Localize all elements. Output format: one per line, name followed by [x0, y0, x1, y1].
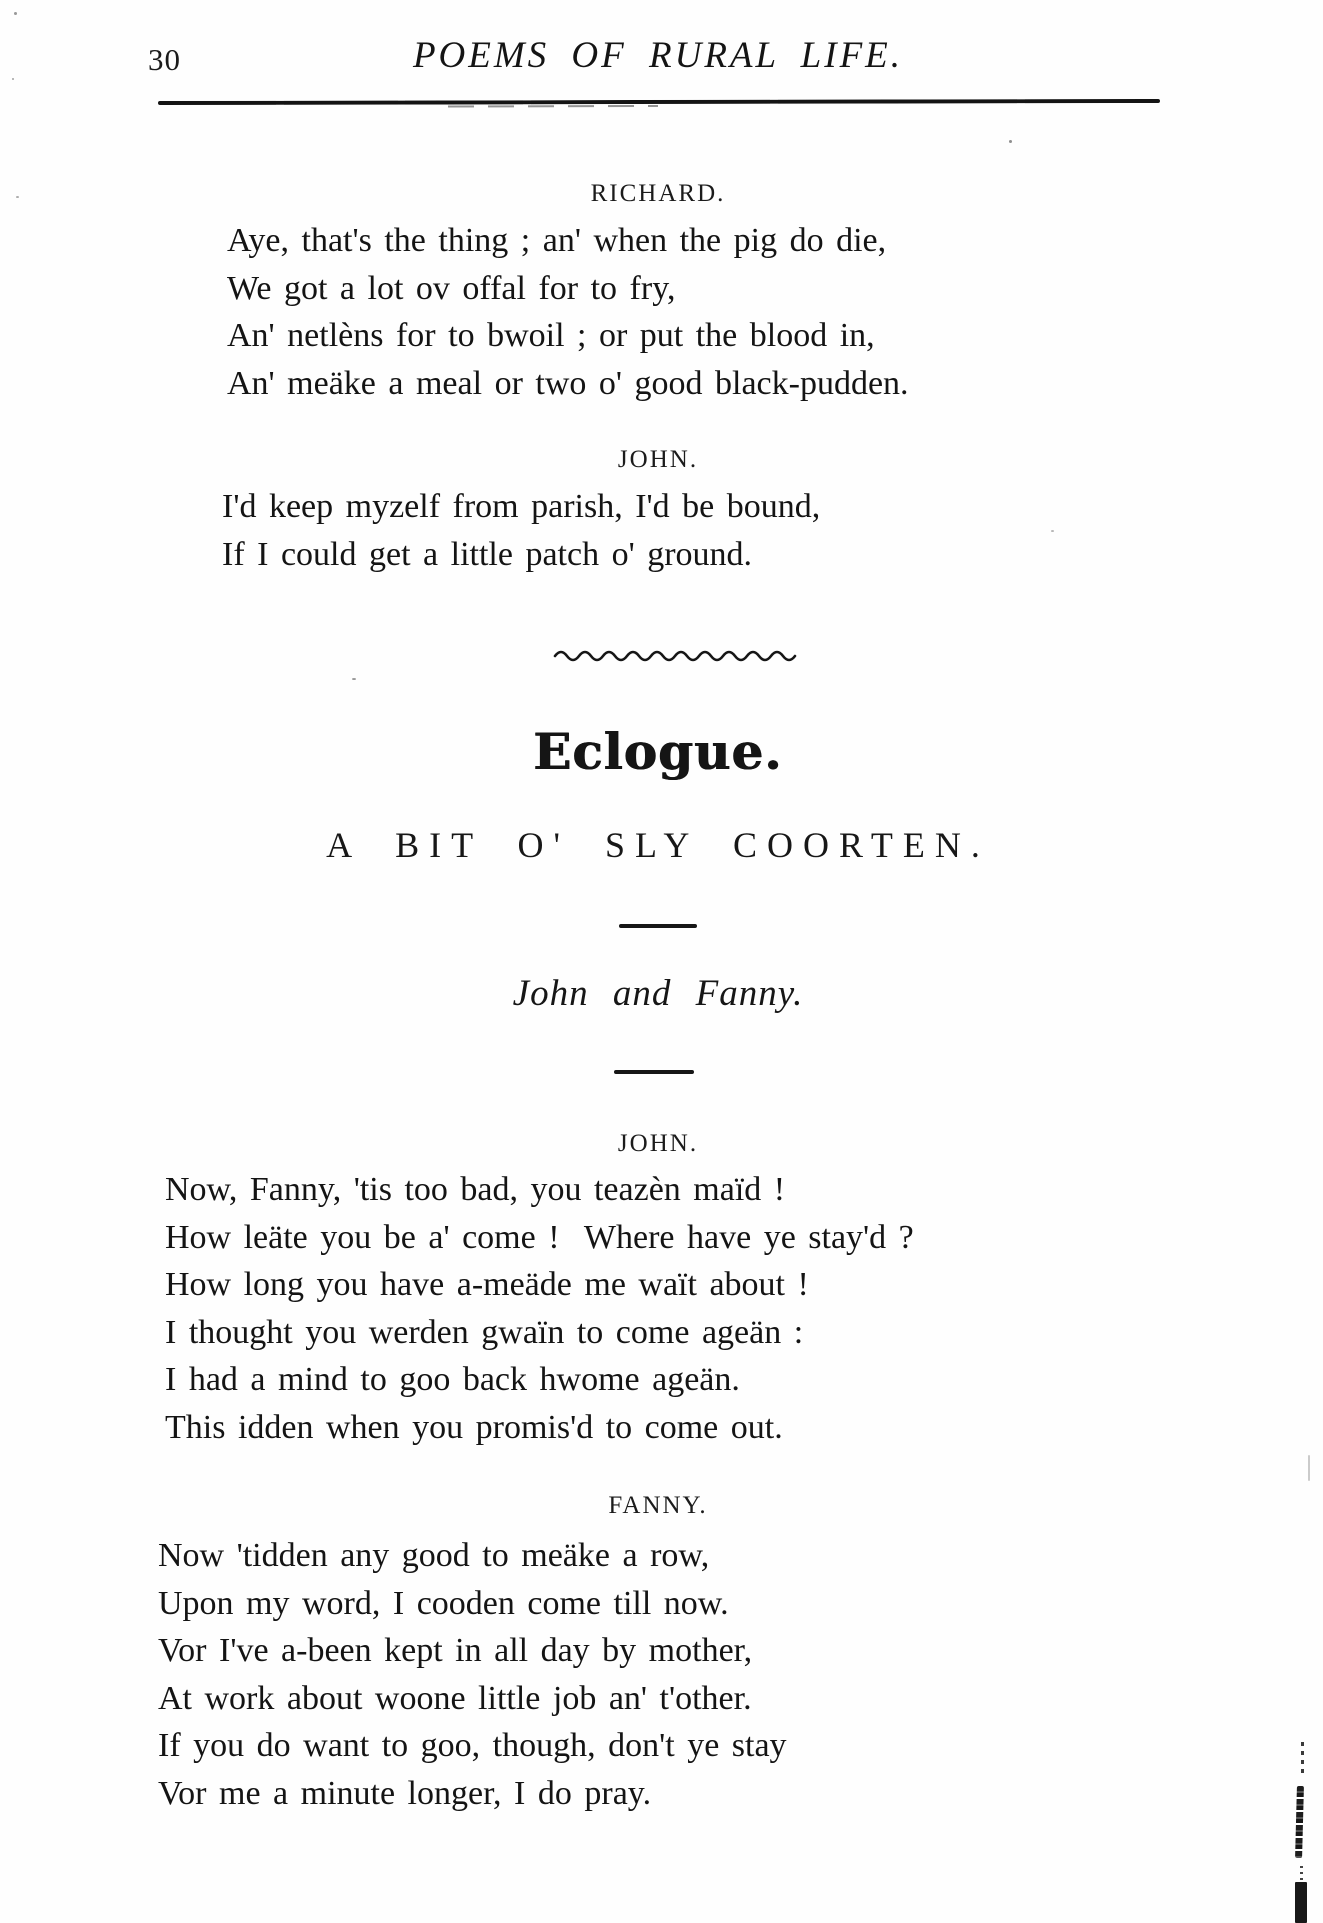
- verse-line: I had a mind to goo back hwome ageän.: [165, 1361, 740, 1398]
- page-number: 30: [148, 42, 181, 77]
- scan-artifact: [1009, 140, 1012, 143]
- stanza-fanny: [158, 1532, 787, 1817]
- divider-rule: [619, 924, 697, 928]
- verse-line: An' meäke a meal or two o' good black-pudden.: [227, 364, 909, 402]
- verse-line: How long you have a-meäde me waït about !: [165, 1266, 809, 1303]
- verse-line: This idden when you promis'd to come out.: [165, 1408, 783, 1446]
- verse-line: Vor I've a-been kept in all day by mother,: [158, 1632, 753, 1669]
- speaker-heading-john-2: JOHN.: [617, 1130, 699, 1157]
- scan-artifact: [1308, 1455, 1310, 1481]
- verse-line: We got a lot ov offal for to fry,: [227, 269, 676, 307]
- verse-line: If you do want to goo, though, don't ye stay: [158, 1727, 787, 1764]
- scan-artifact: [1301, 1742, 1304, 1776]
- verse-line: An' netlèns for to bwoil ; or put the blood in,: [227, 317, 875, 354]
- poem-title: A BIT O' SLY COORTEN.: [326, 825, 990, 865]
- scan-artifact: [1295, 1786, 1304, 1858]
- speaker-heading-richard: RICHARD.: [590, 180, 726, 207]
- scan-artifact: [352, 678, 356, 680]
- verse-line: If I could get a little patch o' ground.: [222, 535, 753, 573]
- scan-artifact: [12, 78, 14, 80]
- characters-line: John and Fanny.: [512, 973, 804, 1014]
- speaker-heading-fanny: FANNY.: [608, 1492, 708, 1519]
- verse-line: How leäte you be a' come ! Where have ye stay'd ?: [165, 1218, 914, 1256]
- stanza-john-2: [165, 1166, 914, 1451]
- divider-rule: [614, 1070, 694, 1074]
- running-title: POEMS OF RURAL LIFE.: [412, 35, 904, 76]
- verse-line: Upon my word, I cooden come till now.: [158, 1584, 729, 1622]
- speaker-heading-john-1: JOHN.: [617, 446, 699, 473]
- scan-artifact: [1051, 530, 1054, 532]
- scan-artifact: [321, 290, 324, 293]
- verse-line: I'd keep myzelf from parish, I'd be bound,: [222, 488, 821, 525]
- squiggle-divider: [553, 646, 799, 662]
- scan-artifact: [16, 196, 19, 198]
- stanza-richard: [227, 217, 909, 407]
- verse-line: Vor me a minute longer, I do pray.: [158, 1774, 652, 1812]
- header-rule: [158, 99, 1160, 105]
- eclogue-heading: Eclogue.: [533, 722, 783, 781]
- scan-artifact: [1300, 1866, 1303, 1880]
- scan-artifact: [1295, 1882, 1307, 1923]
- scan-artifact: [14, 12, 17, 15]
- verse-line: Now 'tidden any good to meäke a row,: [158, 1537, 710, 1574]
- stanza-john-1: [222, 483, 820, 578]
- verse-line: Now, Fanny, 'tis too bad, you teazèn maïd !: [165, 1171, 786, 1208]
- verse-line: I thought you werden gwaïn to come ageän :: [165, 1313, 804, 1351]
- verse-line: Aye, that's the thing ; an' when the pig do die,: [227, 222, 887, 259]
- verse-line: At work about woone little job an' t'other.: [158, 1679, 752, 1717]
